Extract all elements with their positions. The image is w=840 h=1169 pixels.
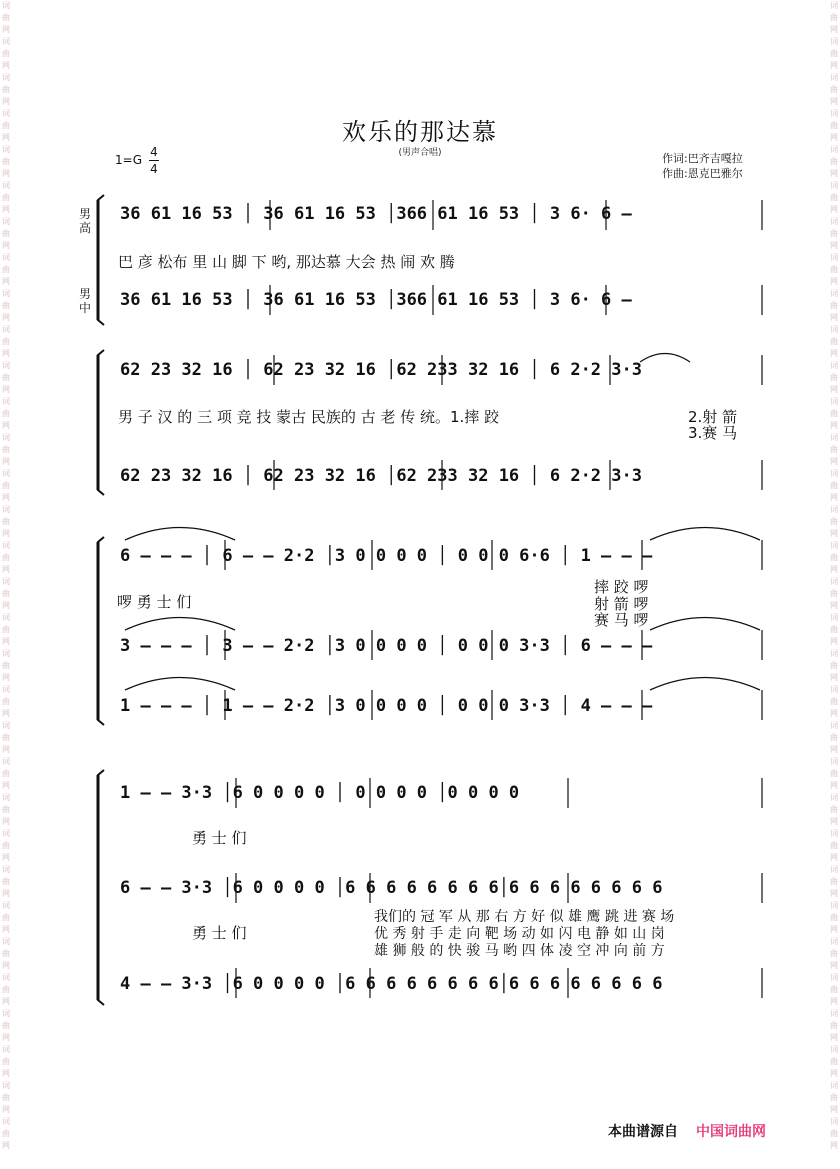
watermark-glyph: 网 <box>830 457 838 466</box>
watermark-glyph: 曲 <box>2 337 10 346</box>
watermark-glyph: 词 <box>2 1081 10 1090</box>
watermark-glyph: 曲 <box>830 805 838 814</box>
watermark-glyph: 词 <box>830 721 838 730</box>
watermark-glyph: 曲 <box>2 85 10 94</box>
system3-lyrics-horse-racing: 赛 马 啰 <box>594 611 649 629</box>
watermark-glyph: 曲 <box>830 1129 838 1138</box>
watermark-glyph: 词 <box>830 901 838 910</box>
watermark-glyph: 曲 <box>2 697 10 706</box>
watermark-glyph: 网 <box>830 853 838 862</box>
watermark-glyph: 网 <box>830 673 838 682</box>
watermark-glyph: 曲 <box>830 481 838 490</box>
watermark-glyph: 网 <box>2 1105 10 1114</box>
watermark-glyph: 网 <box>2 925 10 934</box>
watermark-glyph: 词 <box>2 73 10 82</box>
watermark-glyph: 曲 <box>830 697 838 706</box>
watermark-glyph: 词 <box>830 1117 838 1126</box>
system4-lyrics-verse1: 我们的 冠 军 从 那 右 方 好 似 雄 鹰 跳 进 赛 场 <box>374 909 675 925</box>
watermark-glyph: 词 <box>830 1081 838 1090</box>
part-label-baritone: 男中 <box>78 287 91 315</box>
watermark-glyph: 词 <box>830 73 838 82</box>
watermark-glyph: 网 <box>830 97 838 106</box>
watermark-glyph: 曲 <box>2 913 10 922</box>
watermark-glyph: 网 <box>830 1105 838 1114</box>
watermark-glyph: 曲 <box>830 913 838 922</box>
watermark-glyph: 曲 <box>830 625 838 634</box>
watermark-glyph: 网 <box>2 349 10 358</box>
watermark-glyph: 词 <box>830 541 838 550</box>
watermark-glyph: 网 <box>830 241 838 250</box>
system3-baritone-notes: 1 – – – │ 1 – – 2·2 │3 0 0 0 0 │ 0 0 0 3·3 │ 4 – – – <box>120 696 653 716</box>
watermark-glyph: 曲 <box>2 589 10 598</box>
watermark-glyph: 网 <box>2 781 10 790</box>
watermark-glyph: 词 <box>2 541 10 550</box>
watermark-glyph: 网 <box>830 709 838 718</box>
lyricist-credit: 作词:巴齐吉嘎拉 <box>662 152 743 165</box>
watermark-glyph: 曲 <box>2 769 10 778</box>
footer-brand: 中国词曲网 <box>696 1124 766 1140</box>
watermark-glyph: 网 <box>830 961 838 970</box>
watermark-glyph: 词 <box>830 1045 838 1054</box>
watermark-glyph: 曲 <box>2 157 10 166</box>
watermark-glyph: 网 <box>830 205 838 214</box>
watermark-glyph: 曲 <box>830 769 838 778</box>
watermark-glyph: 词 <box>830 649 838 658</box>
watermark-glyph: 网 <box>2 277 10 286</box>
watermark-glyph: 曲 <box>2 49 10 58</box>
watermark-glyph: 词 <box>2 721 10 730</box>
system1-baritone-notes: 36 61 16 53 │ 36 61 16 53 │366 61 16 53 │ 3 6· 6 – <box>120 290 632 310</box>
watermark-glyph: 曲 <box>830 949 838 958</box>
watermark-glyph: 网 <box>2 1141 10 1150</box>
watermark-glyph: 词 <box>2 1117 10 1126</box>
system4-lyrics-upper: 勇 士 们 <box>192 829 247 847</box>
watermark-glyph: 曲 <box>830 301 838 310</box>
watermark-glyph: 曲 <box>830 409 838 418</box>
watermark-glyph: 曲 <box>830 13 838 22</box>
watermark-glyph: 曲 <box>2 481 10 490</box>
watermark-glyph: 网 <box>2 637 10 646</box>
watermark-glyph: 词 <box>830 325 838 334</box>
watermark-glyph: 网 <box>2 565 10 574</box>
watermark-glyph: 词 <box>2 1045 10 1054</box>
watermark-glyph: 网 <box>830 349 838 358</box>
system2-lyrics-verse2: 2.射 箭 <box>688 408 738 426</box>
system2-lyrics-verse3: 3.赛 马 <box>688 424 738 442</box>
watermark-glyph: 网 <box>2 853 10 862</box>
system3-lyrics-wrestling: 摔 跤 啰 <box>594 578 649 596</box>
watermark-glyph: 网 <box>2 25 10 34</box>
watermark-glyph: 曲 <box>2 805 10 814</box>
footer <box>608 1121 766 1141</box>
watermark-glyph: 曲 <box>830 553 838 562</box>
watermark-glyph: 曲 <box>830 733 838 742</box>
watermark-glyph: 网 <box>2 457 10 466</box>
watermark-glyph: 曲 <box>830 445 838 454</box>
composer-credit: 作曲:恩克巴雅尔 <box>662 167 743 180</box>
watermark-glyph: 网 <box>2 997 10 1006</box>
system2-baritone-notes: 62 23 32 16 │ 62 23 32 16 │62 233 32 16 │ 6 2·2 3·3 <box>120 466 642 486</box>
watermark-glyph: 网 <box>830 565 838 574</box>
watermark-glyph: 网 <box>2 421 10 430</box>
watermark-glyph: 曲 <box>2 409 10 418</box>
watermark-glyph: 网 <box>2 241 10 250</box>
system4-baritone-notes: 4 – – 3·3 │6 0 0 0 0 │6 6 6 6 6 6 6 6│6 6 6 6 6 6 6 6 <box>120 974 663 994</box>
watermark-glyph: 网 <box>830 925 838 934</box>
watermark-glyph: 曲 <box>2 517 10 526</box>
watermark-glyph: 词 <box>2 757 10 766</box>
watermark-glyph: 网 <box>2 97 10 106</box>
watermark-glyph: 词 <box>2 289 10 298</box>
watermark-glyph: 曲 <box>2 265 10 274</box>
system4-lyrics-verse2: 优 秀 射 手 走 向 靶 场 动 如 闪 电 静 如 山 岗 <box>374 926 665 942</box>
watermark-glyph: 曲 <box>830 985 838 994</box>
system4-lyrics-middle: 勇 士 们 <box>192 924 247 942</box>
watermark-glyph: 曲 <box>2 1129 10 1138</box>
watermark-glyph: 网 <box>830 1069 838 1078</box>
watermark-glyph: 网 <box>830 601 838 610</box>
watermark-glyph: 网 <box>830 277 838 286</box>
watermark-glyph: 曲 <box>830 193 838 202</box>
system3-lyrics-archery: 射 箭 啰 <box>594 595 649 613</box>
watermark-glyph: 网 <box>830 997 838 1006</box>
watermark-glyph: 曲 <box>2 625 10 634</box>
watermark-glyph: 曲 <box>830 517 838 526</box>
watermark-glyph: 网 <box>2 313 10 322</box>
watermark-glyph: 词 <box>830 433 838 442</box>
watermark-glyph: 曲 <box>2 661 10 670</box>
watermark-glyph: 词 <box>830 289 838 298</box>
watermark-glyph: 网 <box>830 493 838 502</box>
watermark-glyph: 曲 <box>830 49 838 58</box>
watermark-glyph: 网 <box>2 1069 10 1078</box>
watermark-glyph: 词 <box>2 37 10 46</box>
watermark-glyph: 网 <box>2 817 10 826</box>
watermark-glyph: 曲 <box>830 1093 838 1102</box>
watermark-glyph: 网 <box>2 673 10 682</box>
watermark-glyph: 网 <box>830 421 838 430</box>
watermark-glyph: 网 <box>830 313 838 322</box>
watermark-glyph: 网 <box>2 961 10 970</box>
watermark-glyph: 词 <box>2 829 10 838</box>
watermark-glyph: 词 <box>830 217 838 226</box>
watermark-glyph: 曲 <box>830 121 838 130</box>
watermark-glyph: 词 <box>830 505 838 514</box>
watermark-glyph: 网 <box>2 529 10 538</box>
watermark-glyph: 网 <box>2 61 10 70</box>
watermark-glyph: 曲 <box>830 1021 838 1030</box>
watermark-glyph: 曲 <box>2 1021 10 1030</box>
watermark-glyph: 网 <box>2 889 10 898</box>
watermark-glyph: 词 <box>2 685 10 694</box>
watermark-glyph: 曲 <box>2 877 10 886</box>
watermark-glyph: 曲 <box>830 877 838 886</box>
watermark-glyph: 网 <box>830 529 838 538</box>
watermark-glyph: 词 <box>830 181 838 190</box>
song-subtitle: (男声合唱) <box>398 148 442 158</box>
watermark-glyph: 曲 <box>830 337 838 346</box>
system4-tenor-notes: 1 – – 3·3 │6 0 0 0 0 │ 0 0 0 0 │0 0 0 0 <box>120 783 520 803</box>
watermark-glyph: 曲 <box>830 229 838 238</box>
watermark-glyph: 曲 <box>2 301 10 310</box>
watermark-glyph: 词 <box>830 757 838 766</box>
watermark-glyph: 网 <box>830 25 838 34</box>
watermark-glyph: 曲 <box>830 373 838 382</box>
watermark-glyph: 网 <box>2 133 10 142</box>
watermark-glyph: 词 <box>830 613 838 622</box>
watermark-glyph: 词 <box>2 577 10 586</box>
watermark-glyph: 词 <box>2 325 10 334</box>
watermark-glyph: 词 <box>2 433 10 442</box>
watermark-glyph: 词 <box>2 613 10 622</box>
watermark-glyph: 词 <box>2 865 10 874</box>
watermark-glyph: 词 <box>830 253 838 262</box>
watermark-glyph: 曲 <box>830 841 838 850</box>
watermark-glyph: 曲 <box>2 229 10 238</box>
watermark-glyph: 网 <box>2 709 10 718</box>
watermark-glyph: 曲 <box>830 1057 838 1066</box>
watermark-glyph: 网 <box>830 817 838 826</box>
watermark-glyph: 曲 <box>2 121 10 130</box>
watermark-glyph: 词 <box>830 973 838 982</box>
watermark-glyph: 曲 <box>2 1057 10 1066</box>
watermark-glyph: 曲 <box>2 13 10 22</box>
watermark-glyph: 曲 <box>2 1093 10 1102</box>
part-label-tenor: 男高 <box>78 207 91 235</box>
watermark-glyph: 网 <box>2 745 10 754</box>
watermark-glyph: 词 <box>2 217 10 226</box>
watermark-glyph: 词 <box>2 1 10 10</box>
watermark-glyph: 词 <box>830 865 838 874</box>
watermark-glyph: 网 <box>2 385 10 394</box>
watermark-glyph: 词 <box>2 937 10 946</box>
watermark-glyph: 词 <box>2 973 10 982</box>
watermark-glyph: 曲 <box>830 85 838 94</box>
watermark-glyph: 词 <box>830 1 838 10</box>
watermark-glyph: 词 <box>830 793 838 802</box>
watermark-glyph: 词 <box>2 649 10 658</box>
watermark-glyph: 词 <box>830 361 838 370</box>
watermark-glyph: 词 <box>2 145 10 154</box>
watermark-glyph: 曲 <box>830 265 838 274</box>
footer-source: 本曲谱源自 <box>608 1124 678 1140</box>
song-title: 欢乐的那达慕 <box>342 118 498 146</box>
watermark-glyph: 词 <box>2 109 10 118</box>
watermark-glyph: 词 <box>2 505 10 514</box>
system4-middle-notes: 6 – – 3·3 │6 0 0 0 0 │6 6 6 6 6 6 6 6│6 6 6 6 6 6 6 6 <box>120 878 663 898</box>
key-signature: 1=G <box>115 153 142 167</box>
watermark-glyph: 词 <box>2 361 10 370</box>
system2-lyrics-main: 男 子 汉 的 三 项 竞 技 蒙古 民族的 古 老 传 统。1.摔 跤 <box>118 408 500 426</box>
system1-lyrics: 巴 彦 松布 里 山 脚 下 哟, 那达慕 大会 热 闹 欢 腾 <box>118 253 455 271</box>
watermark-glyph: 曲 <box>830 157 838 166</box>
watermark-glyph: 网 <box>830 1033 838 1042</box>
watermark-glyph: 词 <box>2 397 10 406</box>
watermark-glyph: 曲 <box>2 985 10 994</box>
watermark-glyph: 网 <box>830 133 838 142</box>
watermark-glyph: 网 <box>830 1141 838 1150</box>
watermark-glyph: 网 <box>830 61 838 70</box>
time-signature-bottom: 4 <box>150 162 158 176</box>
system1-tenor-notes: 36 61 16 53 │ 36 61 16 53 │366 61 16 53 │ 3 6· 6 – <box>120 204 632 224</box>
watermark-glyph: 词 <box>830 109 838 118</box>
watermark-glyph: 网 <box>2 493 10 502</box>
watermark-glyph: 词 <box>830 685 838 694</box>
system3-tenor-notes: 6 – – – │ 6 – – 2·2 │3 0 0 0 0 │ 0 0 0 6·6 │ 1 – – – <box>120 546 653 566</box>
time-signature-top: 4 <box>150 145 158 159</box>
system3-lyrics: 啰 勇 士 们 <box>117 593 192 611</box>
watermark-glyph: 词 <box>2 181 10 190</box>
watermark-glyph: 曲 <box>2 445 10 454</box>
watermark-glyph: 曲 <box>2 949 10 958</box>
watermark-glyph: 词 <box>830 37 838 46</box>
watermark-glyph: 曲 <box>2 553 10 562</box>
watermark-glyph: 网 <box>2 1033 10 1042</box>
watermark-glyph: 词 <box>2 793 10 802</box>
watermark-glyph: 曲 <box>830 589 838 598</box>
watermark-glyph: 网 <box>830 745 838 754</box>
watermark-glyph: 词 <box>830 397 838 406</box>
watermark-glyph: 曲 <box>2 373 10 382</box>
watermark-glyph: 词 <box>830 829 838 838</box>
watermark-glyph: 网 <box>830 637 838 646</box>
watermark-glyph: 词 <box>2 901 10 910</box>
watermark-glyph: 曲 <box>830 661 838 670</box>
system3-middle-notes: 3 – – – │ 3 – – 2·2 │3 0 0 0 0 │ 0 0 0 3·3 │ 6 – – – <box>120 636 653 656</box>
watermark-glyph: 网 <box>830 169 838 178</box>
watermark-glyph: 网 <box>830 889 838 898</box>
watermark-glyph: 网 <box>2 601 10 610</box>
system2-tenor-notes: 62 23 32 16 │ 62 23 32 16 │62 233 32 16 │ 6 2·2 3·3 <box>120 360 642 380</box>
system4-lyrics-verse3: 雄 狮 般 的 快 骏 马 哟 四 体 凌 空 冲 向 前 方 <box>374 943 665 959</box>
watermark-glyph: 词 <box>830 469 838 478</box>
watermark-glyph: 词 <box>830 1009 838 1018</box>
watermark-glyph: 网 <box>830 781 838 790</box>
watermark-glyph: 网 <box>830 385 838 394</box>
watermark-glyph: 网 <box>2 205 10 214</box>
watermark-glyph: 词 <box>2 253 10 262</box>
watermark-glyph: 曲 <box>2 193 10 202</box>
watermark-glyph: 词 <box>830 937 838 946</box>
watermark-glyph: 曲 <box>2 733 10 742</box>
watermark-glyph: 网 <box>2 169 10 178</box>
watermark-glyph: 词 <box>2 469 10 478</box>
watermark-glyph: 词 <box>2 1009 10 1018</box>
watermark-glyph: 词 <box>830 145 838 154</box>
watermark-glyph: 曲 <box>2 841 10 850</box>
watermark-glyph: 词 <box>830 577 838 586</box>
